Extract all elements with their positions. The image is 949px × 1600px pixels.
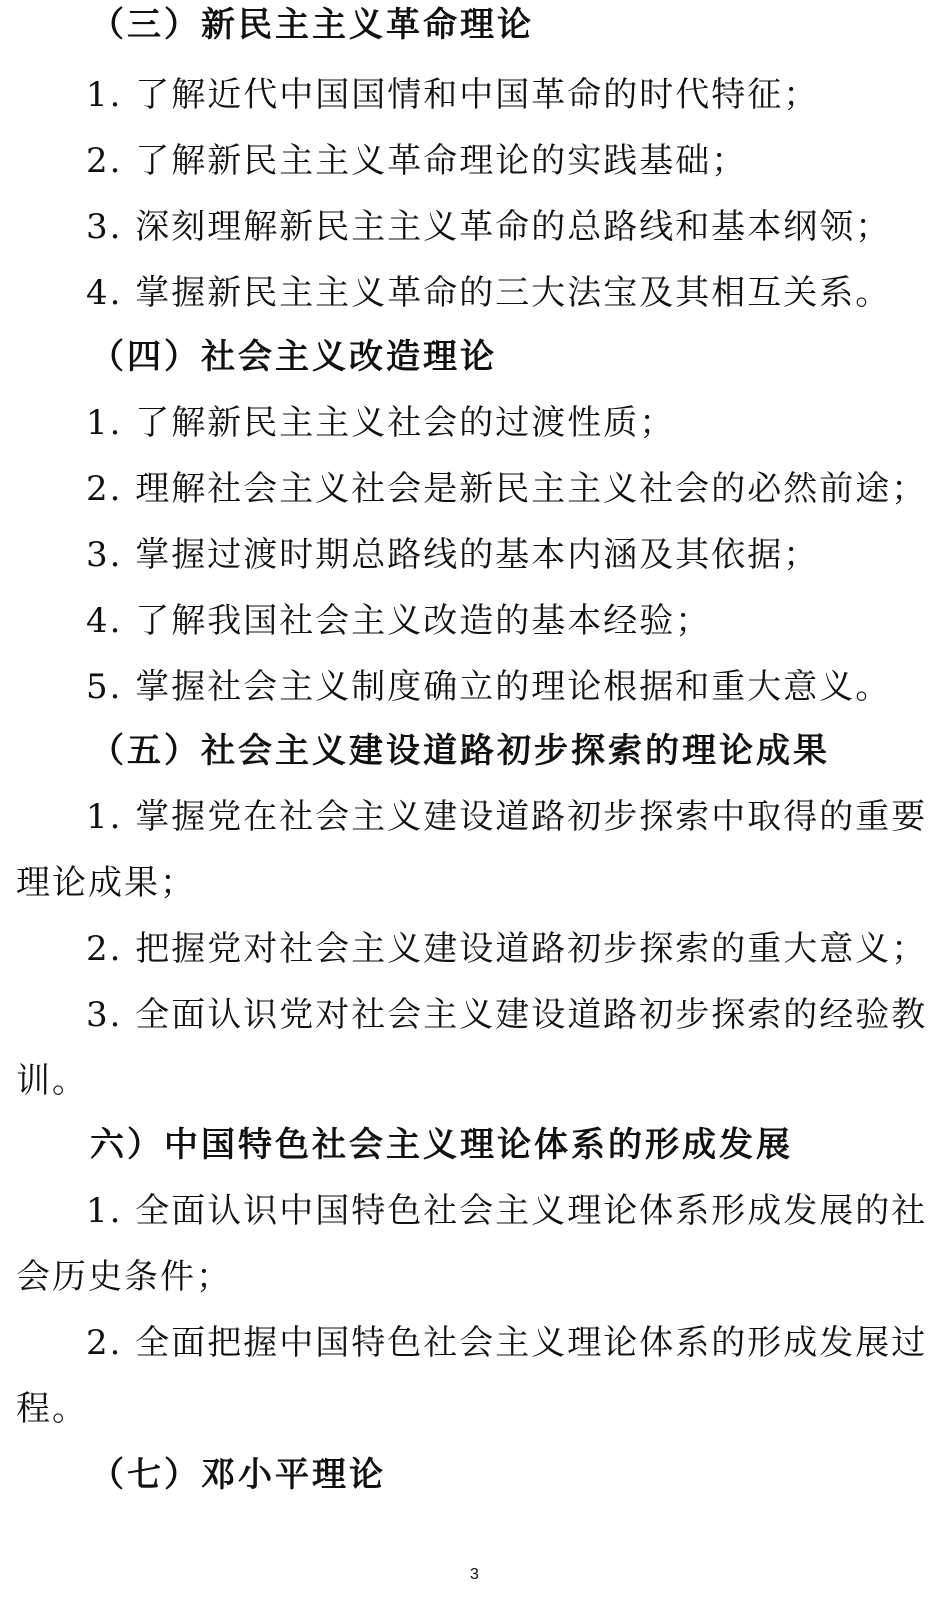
list-item-continuation: 训。 bbox=[16, 1061, 88, 1101]
list-item: 2. 把握党对社会主义建设道路初步探索的重大意义； bbox=[86, 929, 928, 969]
list-item: 1. 了解新民主主义社会的过渡性质； bbox=[86, 403, 676, 443]
list-item: 3. 深刻理解新民主主义革命的总路线和基本纲领； bbox=[86, 207, 892, 247]
list-item: 1. 掌握党在社会主义建设道路初步探索中取得的重要 bbox=[86, 797, 928, 837]
list-item: 1. 了解近代中国国情和中国革命的时代特征； bbox=[86, 75, 820, 115]
section-heading-5: （五）社会主义建设道路初步探索的理论成果 bbox=[90, 731, 830, 771]
list-item: 4. 了解我国社会主义改造的基本经验； bbox=[86, 601, 712, 641]
list-item-continuation: 程。 bbox=[16, 1389, 88, 1429]
list-item-continuation: 会历史条件； bbox=[16, 1257, 232, 1297]
list-item: 2. 了解新民主主义革命理论的实践基础； bbox=[86, 141, 748, 181]
list-item: 1. 全面认识中国特色社会主义理论体系形成发展的社 bbox=[86, 1191, 928, 1231]
section-heading-6: 六）中国特色社会主义理论体系的形成发展 bbox=[90, 1125, 793, 1165]
section-heading-7: （七）邓小平理论 bbox=[90, 1455, 386, 1495]
page-number: 3 bbox=[470, 1566, 479, 1583]
list-item: 5. 掌握社会主义制度确立的理论根据和重大意义。 bbox=[86, 667, 892, 707]
list-item-continuation: 理论成果； bbox=[16, 863, 196, 903]
section-heading-3: （三）新民主主义革命理论 bbox=[90, 5, 534, 45]
section-heading-4: （四）社会主义改造理论 bbox=[90, 337, 497, 377]
list-item: 3. 全面认识党对社会主义建设道路初步探索的经验教 bbox=[86, 995, 928, 1035]
list-item: 3. 掌握过渡时期总路线的基本内涵及其依据； bbox=[86, 535, 820, 575]
list-item: 2. 理解社会主义社会是新民主主义社会的必然前途； bbox=[86, 469, 928, 509]
list-item: 4. 掌握新民主主义革命的三大法宝及其相互关系。 bbox=[86, 273, 892, 313]
list-item: 2. 全面把握中国特色社会主义理论体系的形成发展过 bbox=[86, 1323, 928, 1363]
